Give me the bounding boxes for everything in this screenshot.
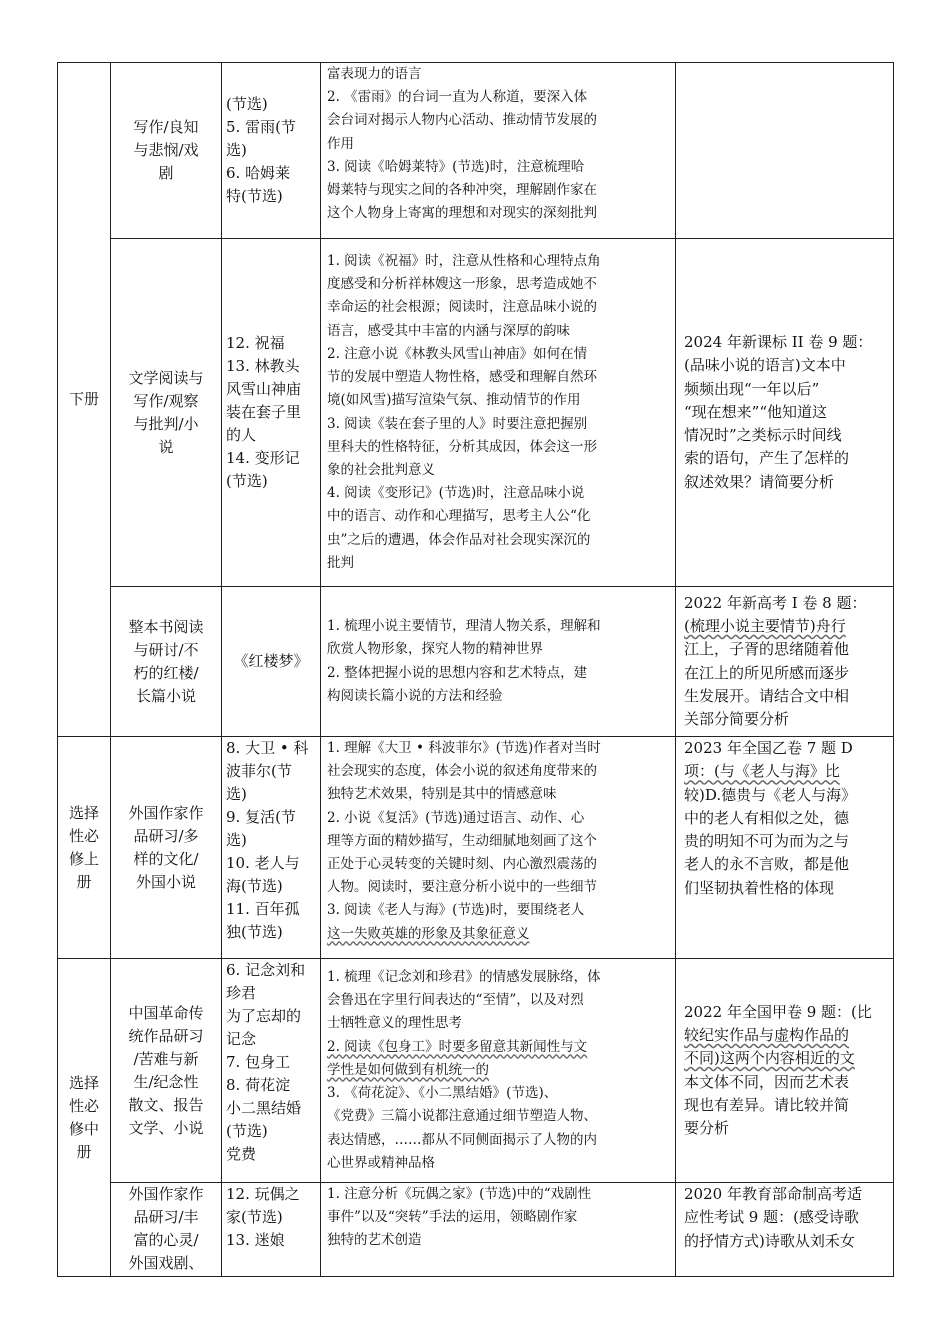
text-line: 的抒情方式)诗歌从刘禾女 [684,1231,855,1250]
requirements-cell [321,239,676,587]
text-line: 幸命运的社会根源；阅读时，注意品味小说的 [327,299,597,316]
text-line: 的人 [226,426,257,444]
text-line: 长篇小说 [135,686,196,705]
text-line: 现也有差异。请比较并简 [684,1095,850,1114]
text-line: 10. 老人与 [226,854,300,872]
requirements-cell [321,959,676,1183]
text-line: 选) [226,831,247,849]
text-line: 选择 [68,1073,99,1092]
text-line: 江上，子胥的思绪随着他 [684,640,850,659]
table-row [58,959,894,1183]
text-line: 学性是如何做到有机统一的 [327,1061,489,1078]
text-line: 独特艺术效果，特别是其中的情感意味 [327,786,557,803]
text-line: 册 [76,872,92,891]
text-line: 富表现力的语言 [327,66,422,82]
text-line: 3. 阅读《哈姆莱特》(节选)时，注意梳理哈 [327,158,585,175]
text-line: 文学阅读与 [128,368,204,387]
text-line: 修中 [68,1119,99,1138]
text-line: 选择 [68,803,99,822]
text-line: 写作/观察 [133,391,199,410]
text-line: 2. 《雷雨》的台词一直为人称道，要深入体 [327,89,588,106]
text-line: 境(如风雪)描写渲染气氛、推动情节的作用 [327,392,581,409]
text-line: 与批判/小 [133,414,199,433]
text-line: 3. 《荷花淀》、《小二黑结婚》(节选)、 [327,1085,558,1102]
text-line: (节选) [226,1122,268,1140]
table-row [58,587,894,737]
text-line: 会鲁迅在字里行间表达的“至情”，以及对烈 [327,992,584,1009]
text-line: 叙述效果？请简要分析 [684,472,835,491]
text-line: “现在想来”“他知道这 [684,402,828,421]
text-line: 2022 年新高考 I 卷 8 题： [684,593,867,612]
text-line: 《红楼梦》 [233,652,309,670]
text-line: 2. 阅读《包身工》时要多留意其新闻性与文 [327,1038,588,1055]
text-line: 外国作家作 [128,803,204,822]
text-line: 1. 梳理《记念刘和珍君》的情感发展脉络，体 [327,969,601,986]
text-line: 较纪实作品与虚构作品的 [684,1025,850,1044]
text-line: 正处于心灵转变的关键时刻、内心激烈震荡的 [327,856,597,873]
text-line: 事件”以及“突转”手法的运用，领略剧作家 [327,1209,578,1226]
text-line: 2024 年新课标 II 卷 9 题： [684,332,873,351]
text-line: 节的发展中塑造人物性格，感受和理解自然环 [327,369,597,386]
text-line: 外国小说 [135,872,196,891]
text-line: 风雪山神庙 [226,380,302,398]
text-line: 6. 哈姆莱 [226,164,291,182]
text-line: 剧 [158,164,174,182]
text-line: 3. 阅读《装在套子里的人》时要注意把握别 [327,415,588,432]
requirements-cell [321,63,676,239]
text-line: 性必 [68,1096,99,1115]
text-line: 贵的明知不可为而为之与 [684,832,850,851]
text-line: 独(节选) [226,923,283,941]
text-line: 度感受和分析祥林嫂这一形象，思考造成她不 [327,276,597,293]
text-line: 生/纪念性 [133,1072,199,1091]
text-line: (品味小说的语言)文本中 [684,356,846,375]
text-line: 小二黑结婚 [226,1099,302,1117]
text-line: 品研习/丰 [133,1208,199,1226]
text-line: 索的语句，产生了怎样的 [684,449,850,468]
text-line: 册 [76,1142,92,1161]
text-line: 选) [226,785,247,803]
text-line: 装在套子里 [226,403,302,421]
theme-cell [111,737,222,959]
text-line: 应性考试 9 题：(感受诗歌 [684,1208,859,1227]
text-line: 人物。阅读时，要注意分析小说中的一些细节 [327,879,597,896]
table-row [58,63,894,239]
text-line: 8. 大卫 • 科 [226,739,309,757]
text-line: 7. 包身工 [226,1053,291,1071]
text-line: 与研讨/不 [133,640,199,659]
text-line: 老人的永不言败，都是他 [684,855,850,874]
text-line: 较)D.德贵与《老人与海》 [684,785,857,804]
text-line: 13. 迷娘 [226,1231,285,1249]
texts-cell [222,63,321,239]
text-line: 这个人物身上寄寓的理想和对现实的深刻批判 [327,205,597,222]
requirements-cell [321,587,676,737]
text-line: 2022 年全国甲卷 9 题：(比 [684,1002,872,1021]
text-line: 朽的红楼/ [133,663,199,682]
text-line: 特(节选) [226,187,283,205]
text-line: 作用 [327,135,354,152]
text-line: 性必 [68,826,99,845]
text-line: 士牺牲意义的理性思考 [327,1015,462,1032]
text-line: 说 [158,437,174,456]
text-line: 12. 祝福 [226,334,285,352]
text-line: 心世界或精神品格 [327,1154,435,1171]
exam-question-cell [676,63,894,239]
theme-cell [111,239,222,587]
texts-cell [222,959,321,1183]
text-line: 记念 [226,1030,257,1048]
volume-cell [58,63,111,737]
curriculum-table [57,62,894,1277]
exam-question-cell [676,587,894,737]
text-line: 波菲尔(节 [226,762,292,780]
text-line: 姆莱特与现实之间的各种冲突，理解剧作家在 [327,182,597,199]
text-line: 8. 荷花淀 [226,1076,291,1094]
text-line: 中的老人有相似之处，德 [684,808,850,827]
text-line: 2020 年教育部命制高考适 [684,1185,862,1203]
volume-cell [58,959,111,1277]
exam-question-cell [676,239,894,587]
text-line: 生发展开。请结合文中相 [684,686,850,705]
text-line: 5. 雷雨(节 [226,118,296,136]
text-line: 14. 变形记 [226,449,300,467]
texts-cell [222,239,321,587]
text-line: 中国革命传 [128,1003,204,1022]
text-line: 文学、小说 [128,1118,204,1137]
text-line: 样的文化/ [133,849,199,868]
text-line: /苦难与新 [133,1049,199,1068]
text-line: 本文体不同，因而艺术表 [684,1072,850,1091]
text-line: 《党费》三篇小说都注意通过细节塑造人物、 [327,1108,597,1125]
text-line: 语言，感受其中丰富的内涵与深厚的韵味 [327,322,570,339]
text-line: 4. 阅读《变形记》(节选)时，注意品味小说 [327,485,585,502]
text-line: 品研习/多 [133,826,199,845]
text-line: 统作品研习 [128,1026,204,1045]
text-line: 1. 梳理小说主要情节，理清人物关系，理解和 [327,618,601,635]
text-line: 珍君 [226,984,257,1002]
exam-question-cell [676,959,894,1183]
text-line: 不同)这两个内容相近的文 [684,1049,855,1068]
text-line: 项：(与《老人与海》比 [684,762,840,781]
text-line: 与悲悯/戏 [133,141,199,159]
table-row [58,737,894,959]
text-line: 构阅读长篇小说的方法和经验 [327,687,503,704]
theme-cell [111,63,222,239]
theme-cell [111,959,222,1183]
text-line: 这一失败英雄的形象及其象征意义 [327,925,530,942]
text-line: 修上 [68,849,99,868]
text-line: 理等方面的精妙描写，生动细腻地刻画了这个 [327,832,597,849]
text-line: 6. 记念刘和 [226,961,306,979]
text-line: 下册 [68,390,99,408]
text-line: 13. 林教头 [226,357,300,375]
texts-cell [222,587,321,737]
text-line: 1. 注意分析《玩偶之家》(节选)中的“戏剧性 [327,1186,592,1202]
requirements-cell [321,737,676,959]
text-line: 频频出现“一年以后” [684,379,820,398]
text-line: 1. 阅读《祝福》时，注意从性格和心理特点角 [327,253,601,270]
text-line: 家(节选) [226,1208,283,1226]
requirements-cell [321,1183,676,1277]
table-row [58,239,894,587]
text-line: 选) [226,141,247,159]
text-line: (梳理小说主要情节)舟行 [684,616,846,635]
text-line: 独特的艺术创造 [327,1232,422,1249]
text-line: 要分析 [684,1119,730,1138]
text-line: 2. 小说《复活》(节选)通过语言、动作、心 [327,809,585,826]
text-line: 2023 年全国乙卷 7 题 D [684,739,853,757]
text-line: 里科夫的性格特征，分析其成因，体会这一形 [327,438,597,455]
text-line: 党费 [226,1145,257,1163]
text-line: 关部分简要分析 [684,710,790,729]
text-line: (节选) [226,472,268,490]
exam-question-cell [676,1183,894,1277]
text-line: 3. 阅读《老人与海》(节选)时，要围绕老人 [327,902,585,919]
text-line: (节选) [226,95,268,113]
text-line: 批判 [327,554,354,571]
text-line: 2. 注意小说《林教头风雪山神庙》如何在情 [327,345,588,362]
text-line: 9. 复活(节 [226,808,296,826]
text-line: 象的社会批判意义 [327,461,435,478]
text-line: 会台词对揭示人物内心活动、推动情节发展的 [327,112,597,129]
volume-cell [58,737,111,959]
texts-cell [222,737,321,959]
exam-question-cell [676,737,894,959]
texts-cell [222,1183,321,1277]
text-line: 为了忘却的 [226,1007,302,1025]
text-line: 们坚韧执着性格的体现 [684,878,835,897]
table-row [58,1183,894,1277]
text-line: 中的语言、动作和心理描写，思考主人公“化 [327,508,591,525]
text-line: 欣赏人物形象，探究人物的精神世界 [327,641,543,658]
text-line: 整本书阅读 [128,617,204,636]
text-line: 虫”之后的遭遇，体会作品对社会现实深沉的 [327,531,591,548]
text-line: 11. 百年孤 [226,900,300,918]
text-line: 2. 整体把握小说的思想内容和艺术特点，建 [327,664,588,681]
text-line: 写作/良知 [133,118,199,136]
text-line: 情况时”之类标示时间线 [684,426,842,445]
text-line: 海(节选) [226,877,283,895]
theme-cell [111,587,222,737]
text-line: 社会现实的态度，体会小说的叙述角度带来的 [327,763,597,780]
text-line: 富的心灵/ [133,1231,199,1249]
text-line: 在江上的所见所感而逐步 [684,663,850,682]
text-line: 12. 玩偶之 [226,1185,300,1203]
text-line: 1. 理解《大卫 • 科波菲尔》(节选)作者对当时 [327,740,601,756]
text-line: 散文、报告 [128,1095,204,1114]
text-line: 外国戏剧、 [128,1254,204,1272]
theme-cell [111,1183,222,1277]
text-line: 表达情感，……都从不同侧面揭示了人物的内 [327,1131,597,1148]
text-line: 外国作家作 [128,1185,204,1203]
